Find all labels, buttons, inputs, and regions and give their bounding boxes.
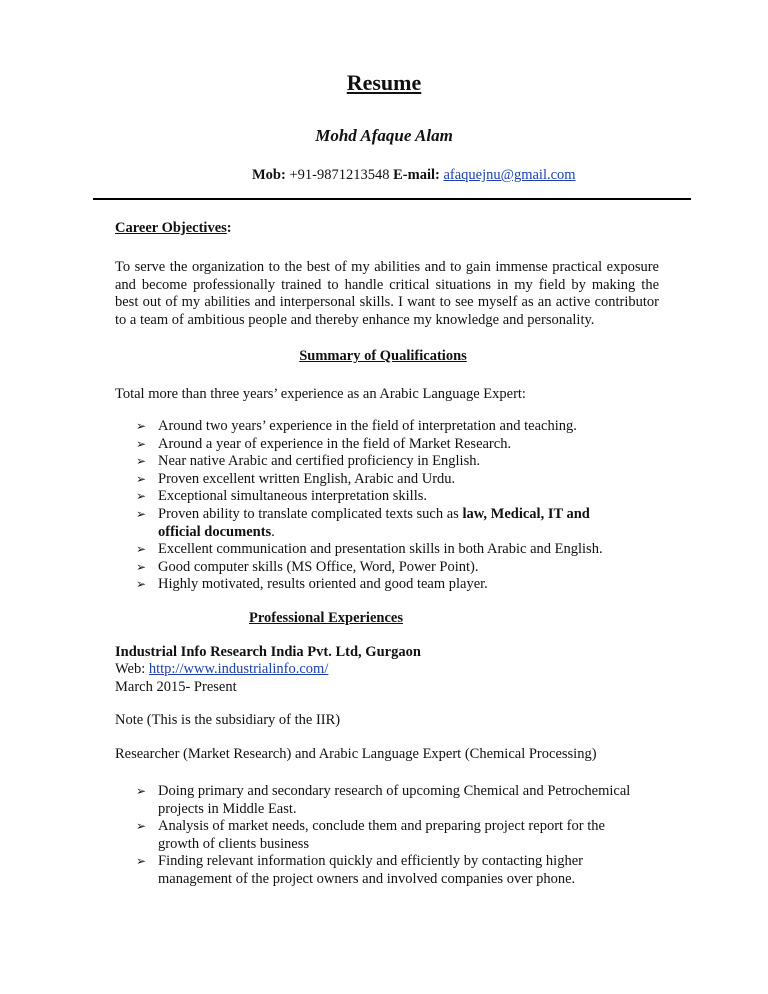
arrow-bullet-icon: ➢ bbox=[136, 489, 147, 504]
experience-heading: Professional Experiences bbox=[249, 610, 403, 626]
paragraph-line: to a team of ambitious people and thereby enhance my knowledge and personality. bbox=[115, 311, 595, 328]
duty-line: Doing primary and secondary research of upcoming Chemical and Petrochemical bbox=[158, 783, 631, 799]
company-name: Industrial Info Research India Pvt. Ltd, Gurgaon bbox=[115, 644, 421, 660]
list-item bbox=[136, 471, 636, 489]
arrow-bullet-icon: ➢ bbox=[136, 506, 147, 521]
header-divider bbox=[93, 198, 691, 200]
list-item bbox=[136, 853, 656, 888]
career-objectives-title: Career Objectives bbox=[115, 220, 227, 236]
list-item bbox=[136, 576, 636, 594]
web-label: Web: bbox=[115, 661, 146, 677]
paragraph-line: and become professionally trained to handle critical situations in my field by making the bbox=[115, 276, 659, 293]
job-role: Researcher (Market Research) and Arabic Language Expert (Chemical Processing) bbox=[115, 746, 597, 762]
resume-title: Resume bbox=[346, 70, 422, 95]
list-item-text: Near native Arabic and certified proficiency in English. bbox=[158, 453, 481, 470]
employment-period: March 2015- Present bbox=[115, 679, 237, 695]
candidate-name: Mohd Afaque Alam bbox=[315, 126, 453, 145]
qualifications-intro: Total more than three years’ experience as an Arabic Language Expert: bbox=[115, 386, 526, 402]
duty-line: management of the project owners and involved companies over phone. bbox=[158, 870, 576, 887]
list-item bbox=[136, 436, 636, 454]
arrow-bullet-icon: ➢ bbox=[136, 784, 147, 798]
subsidiary-note: Note (This is the subsidiary of the IIR) bbox=[115, 712, 341, 728]
arrow-bullet-icon: ➢ bbox=[136, 471, 147, 486]
paragraph-line: best out of my abilities and interpersonal skills. I want to see myself as an active contributor bbox=[115, 294, 659, 311]
career-objectives-heading bbox=[115, 220, 659, 238]
list-item bbox=[136, 488, 636, 506]
list-item bbox=[136, 418, 636, 436]
mobile-label: Mob: bbox=[252, 167, 286, 183]
list-item-text: Excellent communication and presentation skills in both Arabic and English. bbox=[158, 541, 603, 558]
list-item-text: Good computer skills (MS Office, Word, Power Point). bbox=[158, 558, 479, 575]
duty-line: projects in Middle East. bbox=[158, 800, 297, 817]
career-objectives-paragraph bbox=[115, 259, 659, 329]
arrow-bullet-icon: ➢ bbox=[136, 454, 147, 469]
list-item-text: Highly motivated, results oriented and good team player. bbox=[158, 576, 488, 593]
arrow-bullet-icon: ➢ bbox=[136, 542, 147, 557]
list-item bbox=[136, 559, 636, 577]
arrow-bullet-icon: ➢ bbox=[136, 577, 147, 592]
duty-line: Analysis of market needs, conclude them and preparing project report for the bbox=[158, 818, 605, 835]
duty-line: growth of clients business bbox=[158, 835, 310, 852]
company-web bbox=[115, 661, 659, 679]
translate-bold-1: law, Medical, IT and bbox=[462, 505, 590, 522]
list-item bbox=[136, 453, 636, 471]
career-objectives-colon: : bbox=[226, 220, 232, 236]
list-item bbox=[136, 783, 656, 818]
qualifications-heading: Summary of Qualifications bbox=[299, 348, 467, 364]
email-label: E-mail: bbox=[393, 167, 440, 183]
arrow-bullet-icon: ➢ bbox=[136, 854, 147, 869]
list-item bbox=[136, 818, 656, 853]
arrow-bullet-icon: ➢ bbox=[136, 559, 147, 574]
list-item-text: Exceptional simultaneous interpretation skills. bbox=[158, 488, 428, 505]
duty-line: Finding relevant information quickly and efficiently by contacting higher bbox=[158, 853, 583, 870]
qualifications-list bbox=[136, 418, 636, 594]
paragraph-line: To serve the organization to the best of my abilities and to gain immense practical exposure bbox=[115, 259, 659, 275]
arrow-bullet-icon: ➢ bbox=[136, 419, 147, 433]
list-item bbox=[136, 506, 636, 541]
company-website-link[interactable]: http://www.industrialinfo.com/ bbox=[148, 661, 329, 677]
translate-bold-2: official documents bbox=[158, 523, 272, 540]
arrow-bullet-icon: ➢ bbox=[136, 436, 147, 451]
list-item-text: Proven excellent written English, Arabic and Urdu. bbox=[158, 470, 456, 487]
translate-prefix: Proven ability to translate complicated texts such as bbox=[158, 505, 463, 522]
arrow-bullet-icon: ➢ bbox=[136, 819, 147, 834]
duties-list bbox=[136, 783, 656, 889]
list-item bbox=[136, 541, 636, 559]
contact-line bbox=[252, 167, 576, 185]
mobile-number: +91-9871213548 bbox=[289, 167, 390, 183]
list-item-text: Around a year of experience in the field of Market Research. bbox=[158, 435, 512, 452]
list-item-text: Around two years’ experience in the field of interpretation and teaching. bbox=[158, 418, 577, 434]
email-link[interactable]: afaquejnu@gmail.com bbox=[443, 167, 576, 183]
translate-suffix: . bbox=[271, 523, 275, 540]
